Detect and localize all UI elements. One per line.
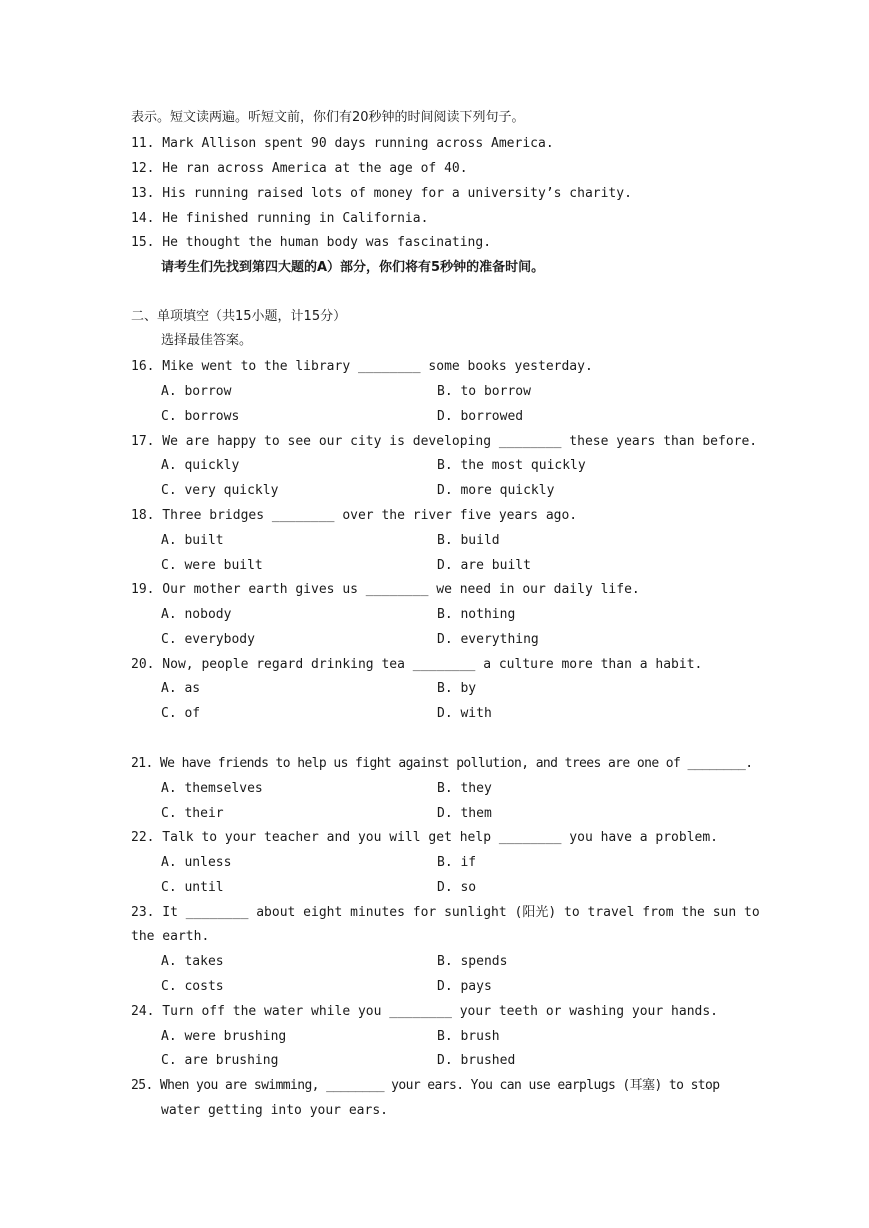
question-25-stem: 25. When you are swimming, ________ your ears. You can use earplugs (耳塞) to stop: [131, 1078, 720, 1093]
question-24-option-a: A. were brushing: [161, 1029, 287, 1044]
question-20-option-c: C. of: [161, 706, 201, 721]
question-23-option-d: D. pays: [437, 979, 492, 994]
question-24-option-b: B. brush: [437, 1029, 500, 1044]
question-22-option-b: B. if: [437, 855, 477, 870]
question-23-option-b: B. spends: [437, 954, 508, 969]
question-23-stem-continued: the earth.: [131, 929, 210, 944]
question-19-option-c: C. everybody: [161, 632, 255, 647]
question-16-option-d: D. borrowed: [437, 409, 524, 424]
question-21-stem: 21. We have friends to help us fight against pollution, and trees are one of ________.: [131, 756, 753, 771]
question-21-option-c: C. their: [161, 806, 224, 821]
question-25-stem-continued: water getting into your ears.: [161, 1103, 388, 1118]
question-19-option-d: D. everything: [437, 632, 539, 647]
question-21-option-b: B. they: [437, 781, 492, 796]
question-23-option-a: A. takes: [161, 954, 224, 969]
section-title: 二、单项填空（共15小题，计15分）: [131, 309, 347, 324]
question-21-option-d: D. them: [437, 806, 492, 821]
question-16-option-c: C. borrows: [161, 409, 240, 424]
question-18-option-d: D. are built: [437, 558, 531, 573]
question-20-option-b: B. by: [437, 681, 477, 696]
prep-note: 请考生们先找到第四大题的A）部分，你们将有5秒钟的准备时间。: [161, 260, 545, 275]
statement-15: 15. He thought the human body was fascinating.: [131, 235, 492, 250]
question-19-option-a: A. nobody: [161, 607, 232, 622]
question-22-option-d: D. so: [437, 880, 477, 895]
listening-intro: 表示。短文读两遍。听短文前，你们有20秒钟的时间阅读下列句子。: [131, 110, 525, 125]
question-24-option-d: D. brushed: [437, 1053, 516, 1068]
question-24-option-c: C. are brushing: [161, 1053, 279, 1068]
question-18-option-a: A. built: [161, 533, 224, 548]
question-20-stem: 20. Now, people regard drinking tea ________ a culture more than a habit.: [131, 657, 703, 672]
question-17-stem: 17. We are happy to see our city is developing ________ these years than before.: [131, 434, 758, 449]
question-16-option-b: B. to borrow: [437, 384, 531, 399]
statement-12: 12. He ran across America at the age of 40.: [131, 161, 468, 176]
question-17-option-a: A. quickly: [161, 458, 240, 473]
question-20-option-d: D. with: [437, 706, 492, 721]
question-19-stem: 19. Our mother earth gives us ________ we need in our daily life.: [131, 582, 640, 597]
statement-13: 13. His running raised lots of money for a university’s charity.: [131, 186, 632, 201]
question-23-stem: 23. It ________ about eight minutes for sunlight (阳光) to travel from the sun to: [131, 905, 760, 920]
question-22-stem: 22. Talk to your teacher and you will get help ________ you have a problem.: [131, 830, 718, 845]
question-17-option-b: B. the most quickly: [437, 458, 586, 473]
question-16-option-a: A. borrow: [161, 384, 232, 399]
question-20-option-a: A. as: [161, 681, 201, 696]
question-18-option-c: C. were built: [161, 558, 263, 573]
question-22-option-a: A. unless: [161, 855, 232, 870]
question-17-option-d: D. more quickly: [437, 483, 555, 498]
statement-11: 11. Mark Allison spent 90 days running across America.: [131, 136, 554, 151]
question-24-stem: 24. Turn off the water while you ________ your teeth or washing your hands.: [131, 1004, 718, 1019]
statement-14: 14. He finished running in California.: [131, 211, 429, 226]
question-18-stem: 18. Three bridges ________ over the river five years ago.: [131, 508, 578, 523]
question-22-option-c: C. until: [161, 880, 224, 895]
question-16-stem: 16. Mike went to the library ________ some books yesterday.: [131, 359, 593, 374]
question-19-option-b: B. nothing: [437, 607, 516, 622]
question-18-option-b: B. build: [437, 533, 500, 548]
question-17-option-c: C. very quickly: [161, 483, 279, 498]
section-instruction: 选择最佳答案。: [161, 333, 253, 348]
question-23-option-c: C. costs: [161, 979, 224, 994]
question-21-option-a: A. themselves: [161, 781, 263, 796]
